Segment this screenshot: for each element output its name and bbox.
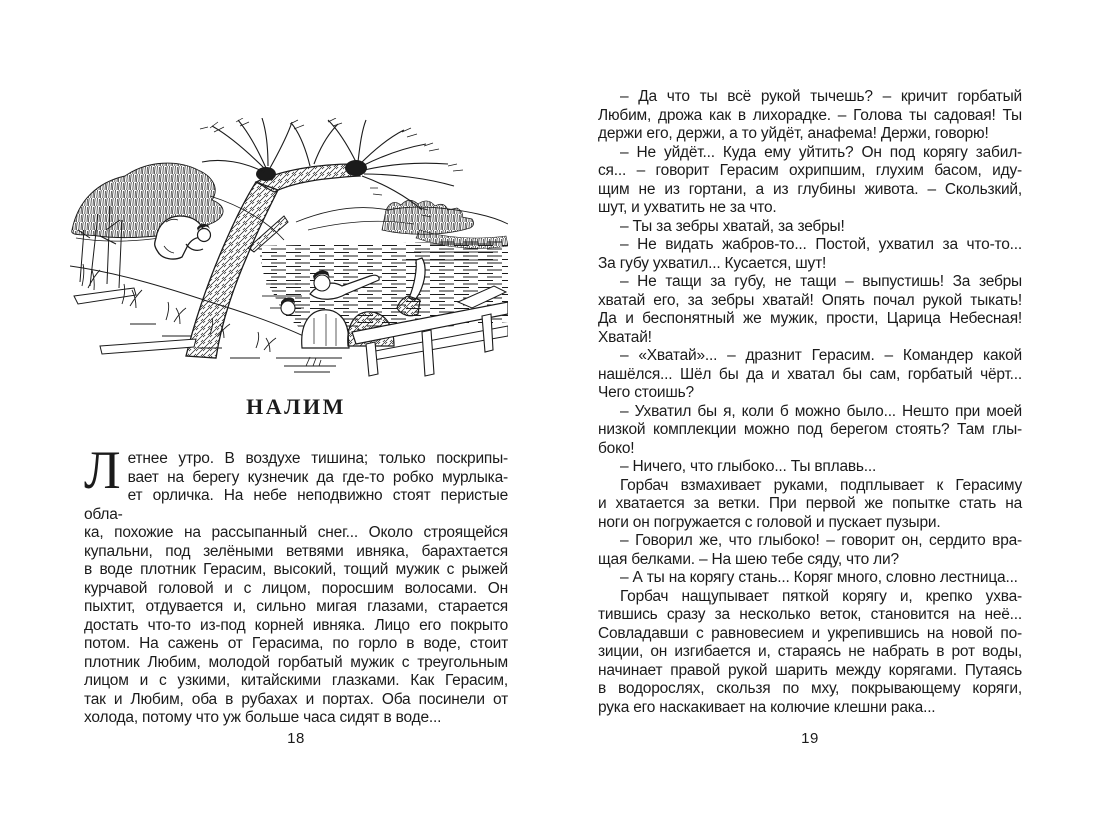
paragraph <box>598 236 1022 273</box>
text-line: в водорослях, скользя по мху, покрывающему коряги, <box>598 680 1022 697</box>
story-title: НАЛИМ <box>246 394 346 419</box>
willow-river-drawing <box>70 118 508 378</box>
text-line: – Говорил же, что глыбоко! – говорит он, сердито вра- <box>620 532 1022 549</box>
text-line: начинает правой рукой шарить между корягами. Путаясь <box>598 661 1022 679</box>
text-line: низкой комплекции можно под берегом стоять? Там глы- <box>598 421 1022 438</box>
paragraph <box>598 569 1022 588</box>
text-line: щая белками. – На шею тебе сяду, что ли? <box>598 550 899 568</box>
text-line: достать что-то из-под корней ивняка. Лицо его покрыто <box>84 616 508 634</box>
text-line: плотник Любим, молодой горбатый мужик с треугольным <box>84 653 508 671</box>
text-line: Горбач нащупывает пяткой корягу и, крепко ухва- <box>620 587 1022 605</box>
text-line: – Не тащи за губу, не тащи – выпустишь! За зебры <box>620 273 1022 290</box>
text-line: Чего стоишь? <box>598 384 694 401</box>
text-line: хватай его, за зебры хватай! Опять почал рукой тыкать! <box>598 291 1022 309</box>
text-line: – Не видать жабров-то... Постой, ухватил за что-то... <box>620 236 1022 253</box>
text-line: ка, похожие на рассыпанный снег... Около строящейся <box>84 524 508 541</box>
text-line: держи его, держи, а то уйдёт, анафема! Держи, говорю! <box>598 125 989 142</box>
text-line: – Ничего, что глыбоко... Ты вплавь... <box>620 458 877 475</box>
text-line: – Да что ты всё рукой тычешь? – кричит горбатый <box>620 88 1022 105</box>
text-line: етнее утро. В воздухе тишина; только поскрипы- <box>127 450 508 467</box>
text-line: – «Хватай»... – дразнит Герасим. – Командер какой <box>620 347 1022 364</box>
paragraph <box>598 347 1022 403</box>
text-line: ноги он погружается с головой и пускает пузыри. <box>598 513 941 531</box>
paragraph <box>598 144 1022 218</box>
text-line: и хватается за ветки. При первой же попытке стать на <box>598 495 1022 512</box>
paragraph <box>598 218 1022 237</box>
text-line: ет орличка. На небе неподвижно стоят перистые обла- <box>84 487 508 523</box>
text-line: Хватай! <box>598 328 652 346</box>
text-line: нашёлся... Шёл бы да и хватал бы сам, горбатый чёрт... <box>598 365 1022 383</box>
paragraph <box>598 588 1022 718</box>
text-line: – Ты за зебры хватай, за зебры! <box>620 217 845 235</box>
text-line: шут, и ухватить не за что. <box>598 199 777 216</box>
paragraph <box>598 88 1022 144</box>
text-line: в воде плотник Герасим, высокий, тощий мужик с рыжей <box>84 561 508 578</box>
paragraph <box>598 403 1022 459</box>
text-line: лицом и с узкими, китайскими глазками. Как Герасим, <box>84 672 508 689</box>
right-page-number: 19 <box>801 730 819 747</box>
riverbank-illustration <box>70 118 508 378</box>
text-line: рука его наскакивает на колючие клешни рака... <box>598 698 936 716</box>
text-line: – А ты на корягу стань... Коряг много, словно лестница... <box>620 569 1018 586</box>
text-line: Совладавши с равновесием и укрепившись на новой по- <box>598 624 1022 642</box>
text-line: потом. На сажень от Герасима, по горло в воде, стоит <box>84 635 508 652</box>
text-line: щим не из гортани, а из глубины живота. – Скользкий, <box>598 180 1022 198</box>
text-line: боко! <box>598 439 635 457</box>
paragraph <box>598 458 1022 477</box>
text-line: Любим, дрожа как в лихорадке. – Голова ты садовая! Ты <box>598 106 1022 124</box>
left-page-body <box>84 440 508 728</box>
text-line: – Ухватил бы я, коли б можно было... Нешто при моей <box>620 402 1022 420</box>
text-line: ся... – говорит Герасим охрипшим, глухим басом, иду- <box>598 162 1022 179</box>
left-page-number: 18 <box>287 730 305 747</box>
text-line: курчавой головой и с лицом, поросшим волосами. Он <box>84 579 508 597</box>
text-line: зиции, он изгибается и, стараясь не набрать в рот воды, <box>598 643 1022 660</box>
text-line: Горбач взмахивает руками, подплывает к Герасиму <box>620 476 1022 494</box>
paragraph <box>598 273 1022 347</box>
text-line: За губу ухватил... Кусается, шут! <box>598 254 827 272</box>
paragraph <box>598 532 1022 569</box>
text-line: тившись сразу за несколько веток, становится на неё... <box>598 606 1022 623</box>
right-page-body <box>598 88 1022 717</box>
paragraph <box>598 477 1022 533</box>
text-line: купальни, под зелёными ветвями ивняка, барахтается <box>84 542 508 560</box>
text-line: вает на берегу кузнечик да где-то робко мурлыка- <box>127 468 508 486</box>
drop-cap: Л <box>84 440 121 500</box>
text-line: так и Любим, оба в рубахах и портах. Оба посинели от <box>84 690 508 708</box>
text-line: холода, потому что уж больше часа сидят в воде... <box>84 709 442 726</box>
text-line: пыхтит, отдувается и, сильно мигая глазами, старается <box>84 598 508 615</box>
text-line: Да и беспонятный же мужик, прости, Царица Небесная! <box>598 310 1022 327</box>
text-line: – Не уйдёт... Куда ему уйтить? Он под корягу забил- <box>620 143 1022 161</box>
